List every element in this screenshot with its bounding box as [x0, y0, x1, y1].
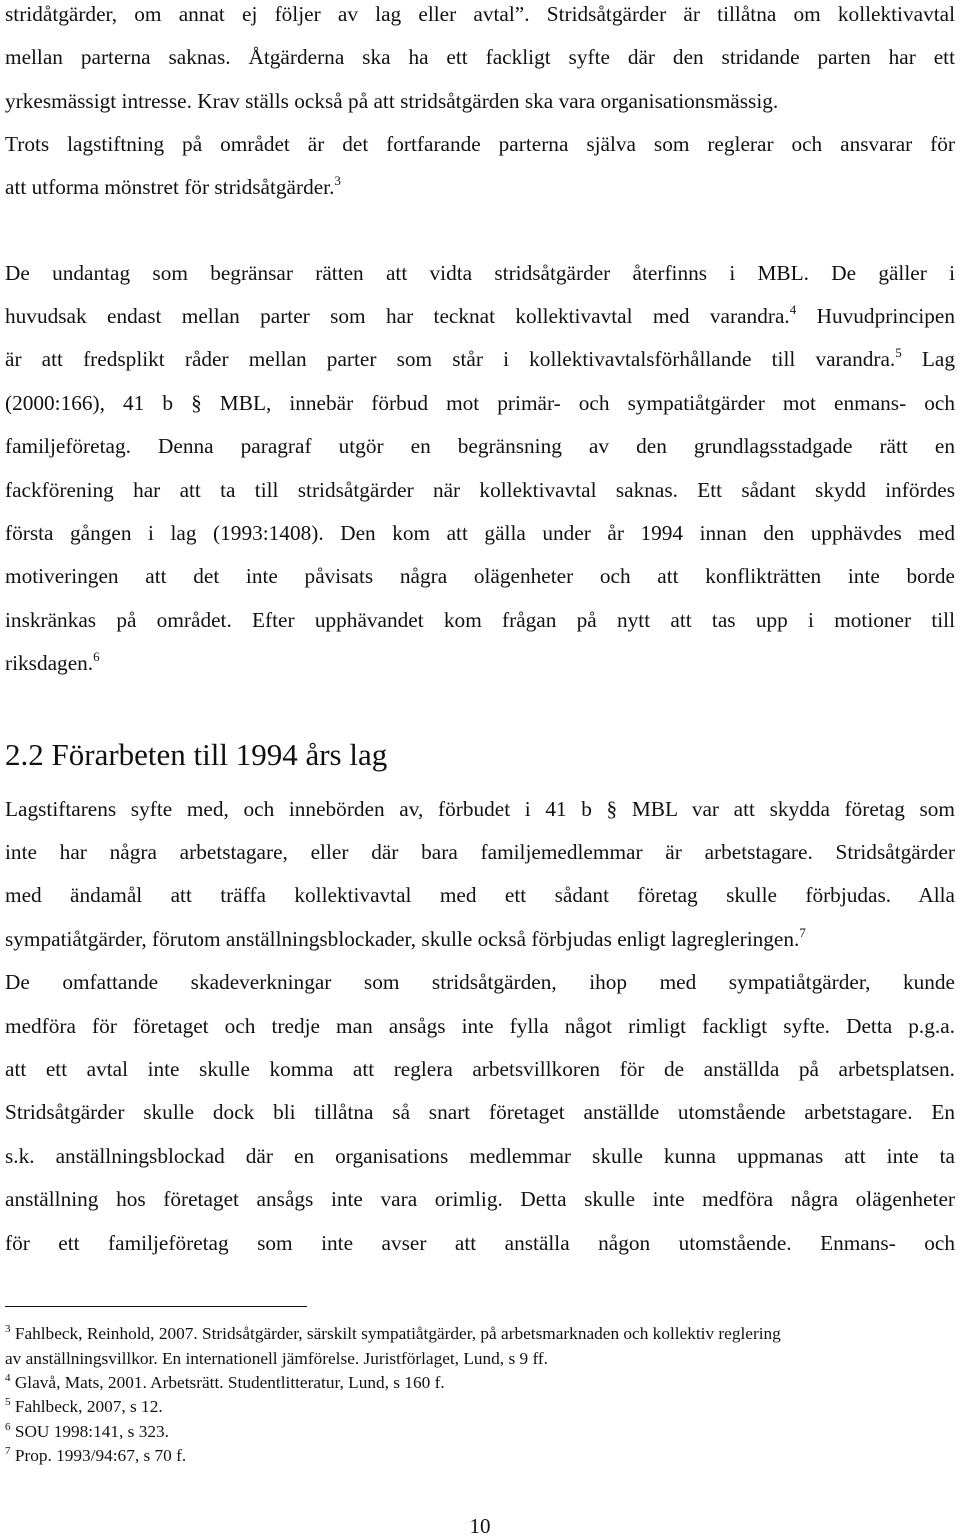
- body-line: familjeföretag. Denna paragraf utgör en begränsning av den grundlagsstadgade rätt en: [5, 434, 955, 458]
- footnote-number: 6: [5, 1421, 11, 1433]
- body-line: s.k. anställningsblockad där en organisations medlemmar skulle kunna uppmanas att inte ta: [5, 1144, 955, 1168]
- body-line: Lagstiftarens syfte med, och innebörden av, förbudet i 41 b § MBL var att skydda företag som: [5, 797, 955, 821]
- body-text: sympatiåtgärder, förutom anställningsblockader, skulle också förbjudas enligt lagregleringen.: [5, 927, 800, 951]
- body-text: riksdagen.: [5, 651, 94, 675]
- footnote-text: av anställningsvillkor. En internationell jämförelse. Juristförlaget, Lund, s 9 ff.: [5, 1349, 548, 1368]
- body-line: [5, 302, 955, 333]
- body-line: Stridsåtgärder skulle dock bli tillåtna så snart företaget anställde utomstående arbetstagare. En: [5, 1100, 955, 1124]
- body-text: Lag: [901, 347, 955, 371]
- footnote-text: Glavå, Mats, 2001. Arbetsrätt. Studentlitteratur, Lund, s 160 f.: [14, 1373, 445, 1392]
- body-line: medföra för företaget och tredje man ansågs inte fylla något rimligt fackligt syfte. Detta p.g.a.: [5, 1014, 955, 1038]
- footnote-number: 7: [5, 1445, 11, 1457]
- body-line: [5, 925, 955, 956]
- footnote-ref: 4: [789, 302, 797, 317]
- body-line: första gången i lag (1993:1408). Den kom att gälla under år 1994 innan den upphävdes med: [5, 521, 955, 545]
- body-line: [5, 649, 955, 680]
- footnote-number: 4: [5, 1372, 11, 1384]
- body-line: inte har några arbetstagare, eller där bara familjemedlemmar är arbetstagare. Stridsåtgärder: [5, 840, 955, 864]
- body-line: (2000:166), 41 b § MBL, innebär förbud mot primär- och sympatiåtgärder mot enmans- och: [5, 391, 955, 415]
- body-text: att utforma mönstret för stridsåtgärder.: [5, 175, 335, 199]
- body-line: motiveringen att det inte påvisats några olägenheter och att konflikträtten inte borde: [5, 564, 955, 588]
- footnote-number: 5: [5, 1396, 11, 1408]
- body-line: fackförening har att ta till stridsåtgärder när kollektivavtal saknas. Ett sådant skydd infördes: [5, 478, 955, 502]
- footnote: [5, 1348, 955, 1370]
- footnote: [5, 1323, 955, 1347]
- body-line: De omfattande skadeverkningar som stridsåtgärden, ihop med sympatiåtgärder, kunde: [5, 970, 955, 994]
- footnote-ref: 5: [895, 345, 902, 360]
- body-text: är att fredsplikt råder mellan parter som står i kollektivavtalsförhållande till varandra.: [5, 347, 896, 371]
- footnote: [5, 1372, 955, 1396]
- footnote-text: Prop. 1993/94:67, s 70 f.: [14, 1446, 187, 1465]
- footnote-ref: 7: [799, 925, 806, 940]
- footnote: [5, 1421, 955, 1445]
- body-line: De undantag som begränsar rätten att vidta stridsåtgärder återfinns i MBL. De gäller i: [5, 261, 955, 285]
- body-line: Trots lagstiftning på området är det fortfarande parterna själva som reglerar och ansvarar för: [5, 132, 955, 156]
- footnote-divider: [5, 1306, 307, 1307]
- body-line: för ett familjeföretag som inte avser att anställa någon utomstående. Enmans- och: [5, 1231, 955, 1255]
- body-line: yrkesmässigt intresse. Krav ställs också på att stridsåtgärden ska vara organisationsmässig.: [5, 89, 779, 113]
- footnote: [5, 1445, 955, 1469]
- body-text: huvudsak endast mellan parter som har tecknat kollektivavtal med varandra.: [5, 304, 790, 328]
- body-line: anställning hos företaget ansågs inte vara orimlig. Detta skulle inte medföra några olägenheter: [5, 1187, 955, 1211]
- body-line: [5, 345, 955, 376]
- footnote-number: 3: [5, 1323, 11, 1335]
- footnote-text: Fahlbeck, 2007, s 12.: [14, 1397, 163, 1416]
- page-number: 10: [469, 1514, 491, 1538]
- footnote-ref: 6: [93, 649, 100, 664]
- footnote-text: SOU 1998:141, s 323.: [14, 1422, 169, 1441]
- footnote: [5, 1396, 955, 1420]
- body-text: Huvudprincipen: [796, 304, 956, 328]
- body-line: stridåtgärder, om annat ej följer av lag eller avtal”. Stridsåtgärder är tillåtna om kollektivavtal: [5, 2, 955, 26]
- footnote-ref: 3: [334, 173, 341, 188]
- body-line: med ändamål att träffa kollektivavtal med ett sådant företag skulle förbjudas. Alla: [5, 883, 955, 907]
- footnote-text: Fahlbeck, Reinhold, 2007. Stridsåtgärder, särskilt sympatiåtgärder, på arbetsmarknaden och kollektiv reglering: [14, 1324, 781, 1343]
- section-heading: 2.2 Förarbeten till 1994 års lag: [5, 737, 388, 772]
- body-line: inskränkas på området. Efter upphävandet kom frågan på nytt att tas upp i motioner till: [5, 608, 955, 632]
- body-line: [5, 173, 955, 204]
- body-line: mellan parterna saknas. Åtgärderna ska ha ett fackligt syfte där den stridande parten har ett: [5, 45, 955, 69]
- body-line: att ett avtal inte skulle komma att reglera arbetsvillkoren för de anställda på arbetsplatsen.: [5, 1057, 955, 1081]
